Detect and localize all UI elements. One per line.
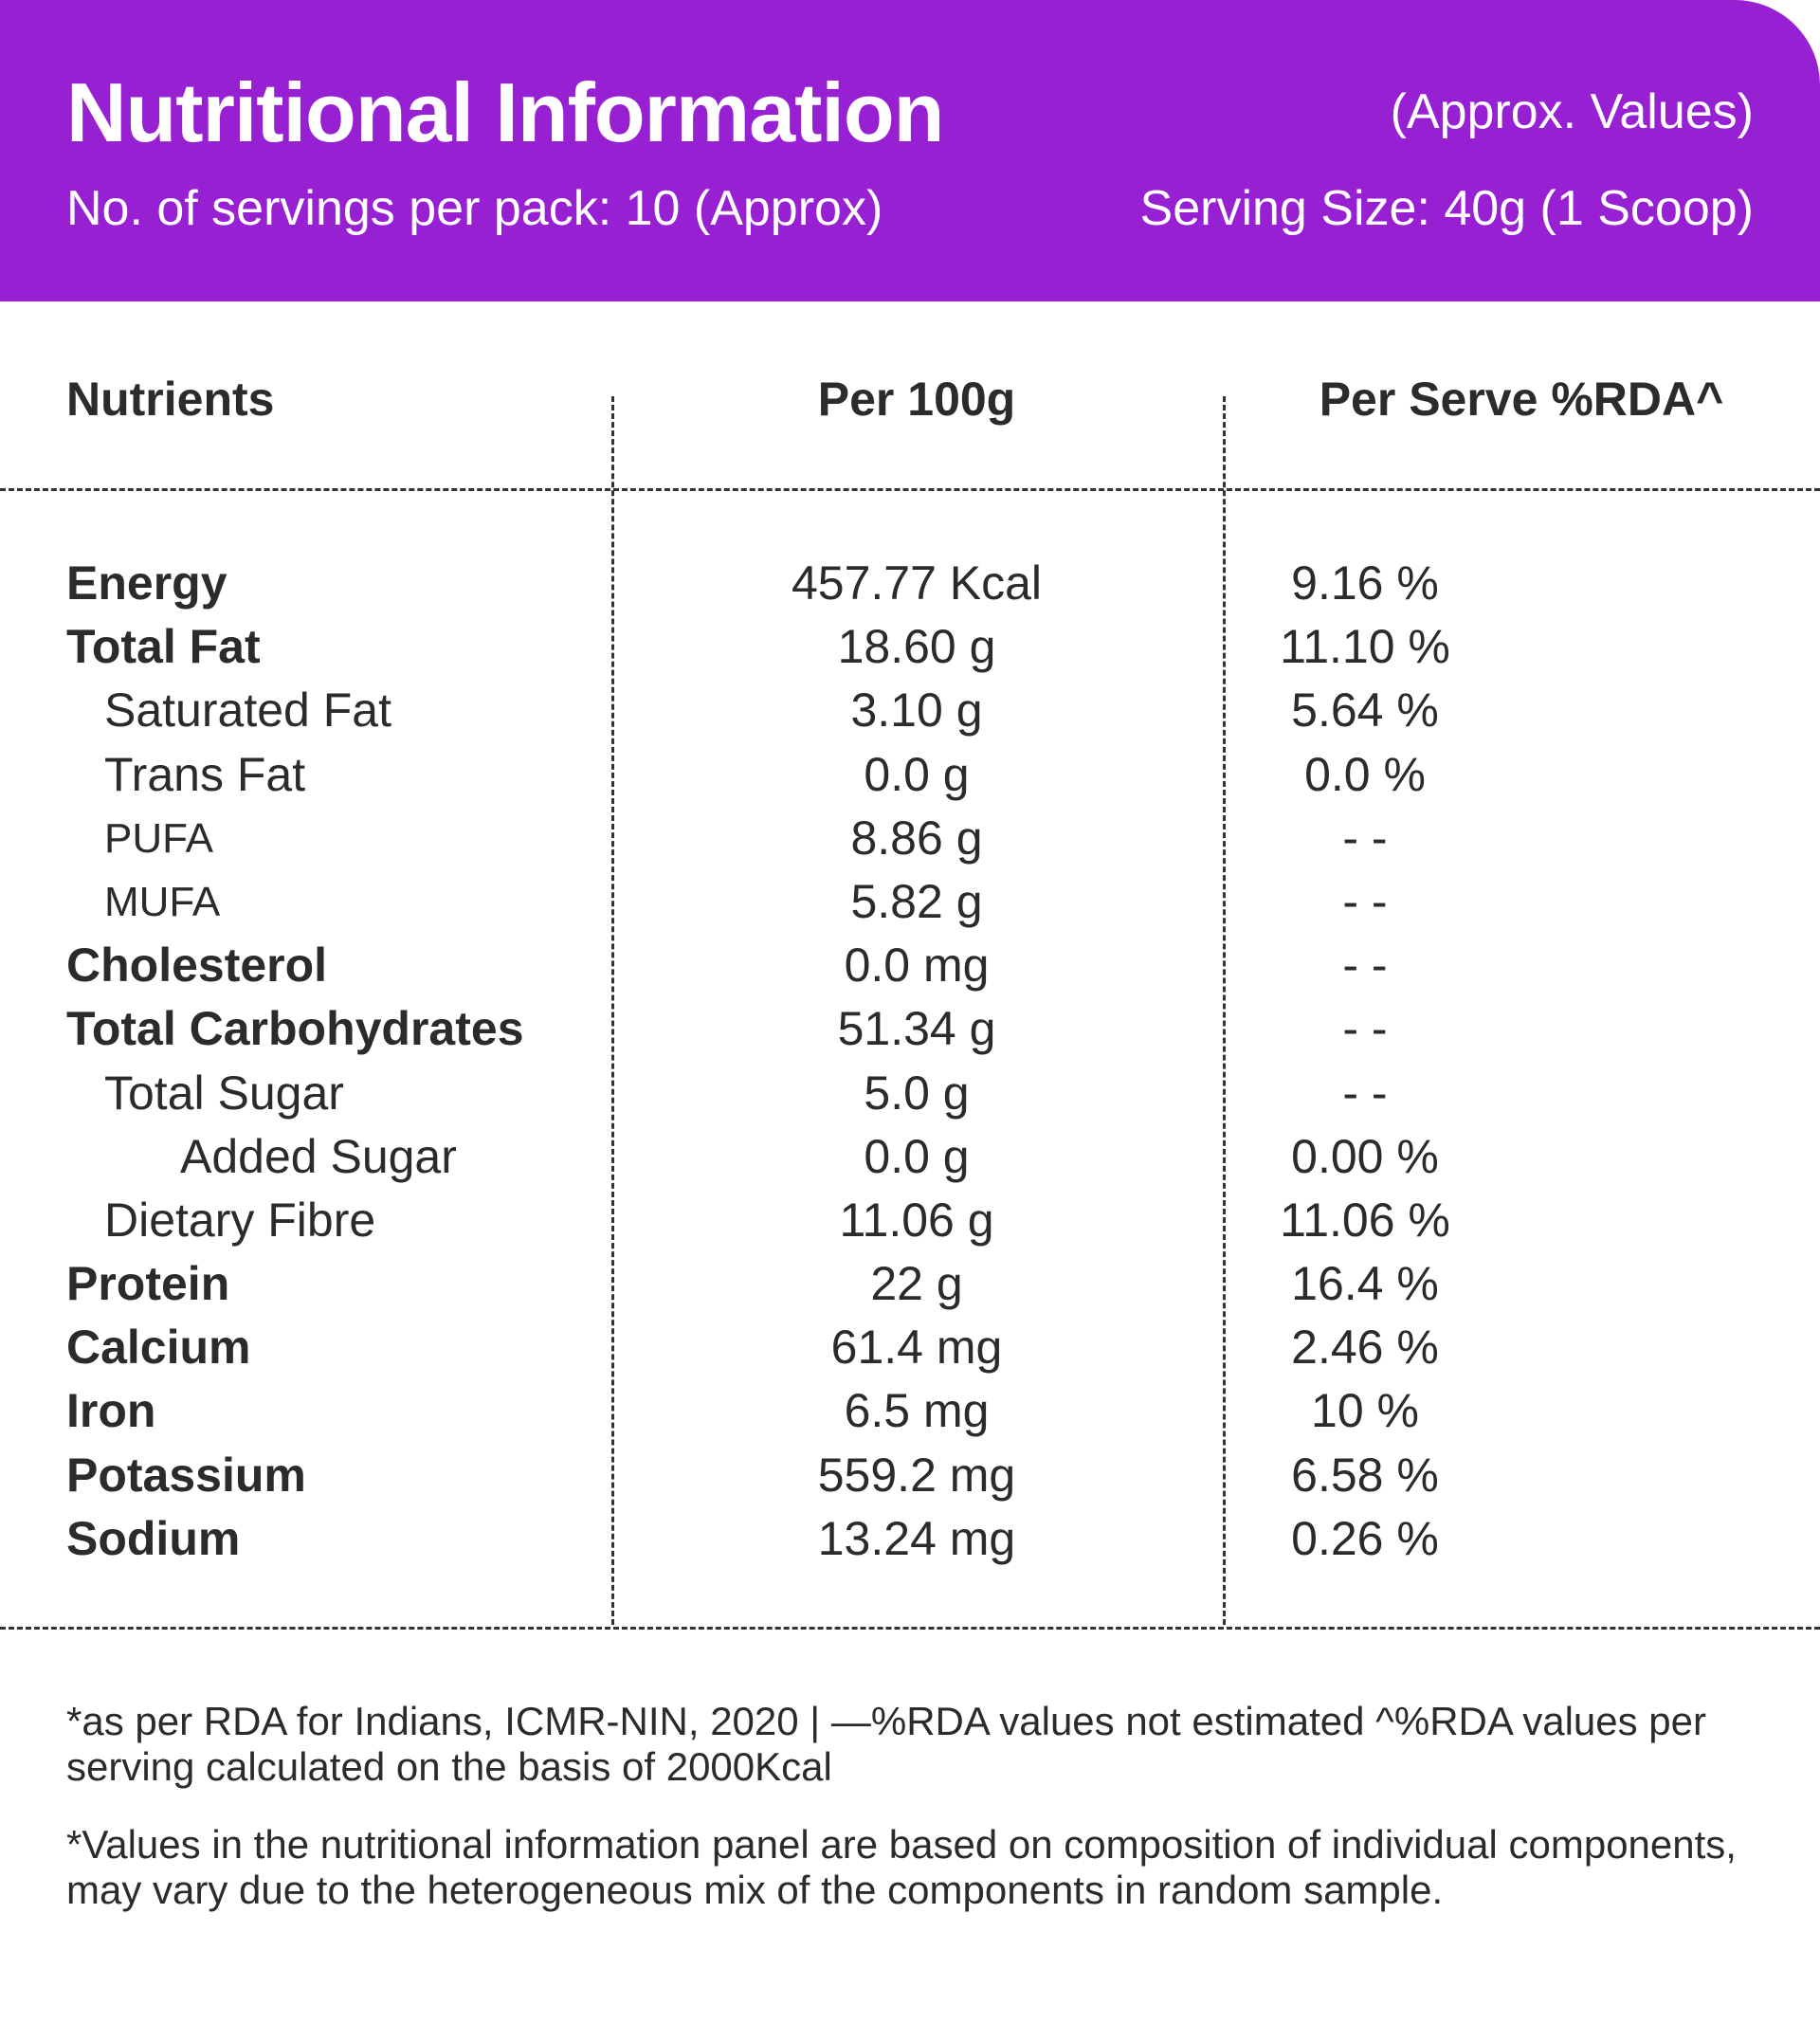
table-row [0,997,1820,1061]
rda-value: 0.0 % [1304,747,1426,801]
nutrient-name: Total Fat [66,620,261,674]
serving-size: Serving Size: 40g (1 Scoop) [1139,181,1754,236]
nutrient-name: Dietary Fibre [104,1193,376,1247]
table-row [0,807,1820,870]
rda-value: - - [1342,874,1388,928]
rda-value: 0.00 % [1291,1129,1439,1183]
footnote-composition: *Values in the nutritional information panel are based on composition of individual components, may vary due to the heterogeneous mix of the components in random sample. [66,1822,1737,1912]
nutrient-table [0,552,1820,1571]
servings-per-pack: No. of servings per pack: 10 (Approx) [66,181,883,236]
table-row [0,934,1820,997]
nutrient-name: Potassium [66,1448,306,1502]
nutrient-name: Saturated Fat [104,683,391,738]
column-header-nutrients: Nutrients [66,373,275,426]
footnote-rda-source: *as per RDA for Indians, ICMR-NIN, 2020 | —%RDA values not estimated ^%RDA values per serving calculated on the basis of 2000Kcal [66,1699,1706,1789]
nutrient-name: Energy [66,556,228,610]
table-row [0,552,1820,615]
table-row [0,1316,1820,1379]
column-header-rda: Per Serve %RDA^ [1319,373,1724,426]
per-100g-value: 457.77 Kcal [791,556,1043,610]
table-row [0,615,1820,679]
per-100g-value: 11.06 g [839,1193,994,1247]
per-100g-value: 61.4 mg [830,1321,1003,1375]
per-100g-value: 5.82 g [850,874,983,928]
header-divider [0,488,1820,491]
rda-value: 0.26 % [1291,1511,1439,1565]
panel-title: Nutritional Information [66,65,944,159]
rda-value: - - [1342,811,1388,865]
rda-value: 2.46 % [1291,1321,1439,1375]
rda-value: 5.64 % [1291,683,1439,738]
rda-value: 10 % [1311,1384,1419,1438]
nutrient-name: MUFA [104,878,221,925]
table-row [0,1062,1820,1125]
table-row [0,743,1820,807]
per-100g-value: 0.0 g [864,747,970,801]
table-row [0,1189,1820,1252]
nutrient-name: Trans Fat [104,747,306,801]
approx-values-note: (Approx. Values) [1390,84,1754,139]
per-100g-value: 18.60 g [837,620,996,674]
per-100g-value: 0.0 mg [844,939,990,993]
nutrient-name: Iron [66,1384,156,1438]
nutrient-name: Added Sugar [180,1129,457,1183]
per-100g-value: 6.5 mg [844,1384,990,1438]
per-100g-value: 13.24 mg [817,1511,1016,1565]
rda-value: 6.58 % [1291,1448,1439,1502]
rda-value: 11.06 % [1280,1193,1450,1247]
per-100g-value: 51.34 g [837,1002,996,1056]
rda-value: 9.16 % [1291,556,1439,610]
per-100g-value: 0.0 g [864,1129,970,1183]
table-row [0,1252,1820,1316]
per-100g-value: 559.2 mg [817,1448,1016,1502]
table-bottom-divider [0,1627,1820,1630]
nutrient-name: PUFA [104,814,213,862]
table-row [0,1507,1820,1571]
header-banner [0,0,1820,301]
per-100g-value: 22 g [870,1257,963,1311]
per-100g-value: 3.10 g [850,683,983,738]
rda-value: - - [1342,939,1388,993]
table-row [0,1379,1820,1443]
table-row [0,1444,1820,1507]
rda-value: - - [1342,1002,1388,1056]
per-100g-value: 5.0 g [864,1066,970,1120]
rda-value: 16.4 % [1291,1257,1439,1311]
nutrient-name: Total Sugar [104,1066,344,1120]
nutrient-name: Sodium [66,1511,241,1565]
table-row [0,870,1820,934]
column-header-per-100g: Per 100g [817,373,1016,426]
nutrient-name: Total Carbohydrates [66,1002,524,1056]
nutrient-name: Calcium [66,1321,251,1375]
table-row [0,679,1820,742]
table-row [0,1125,1820,1189]
rda-value: - - [1342,1066,1388,1120]
per-100g-value: 8.86 g [850,811,983,865]
rda-value: 11.10 % [1280,620,1450,674]
nutrient-name: Cholesterol [66,939,328,993]
nutrient-name: Protein [66,1257,230,1311]
